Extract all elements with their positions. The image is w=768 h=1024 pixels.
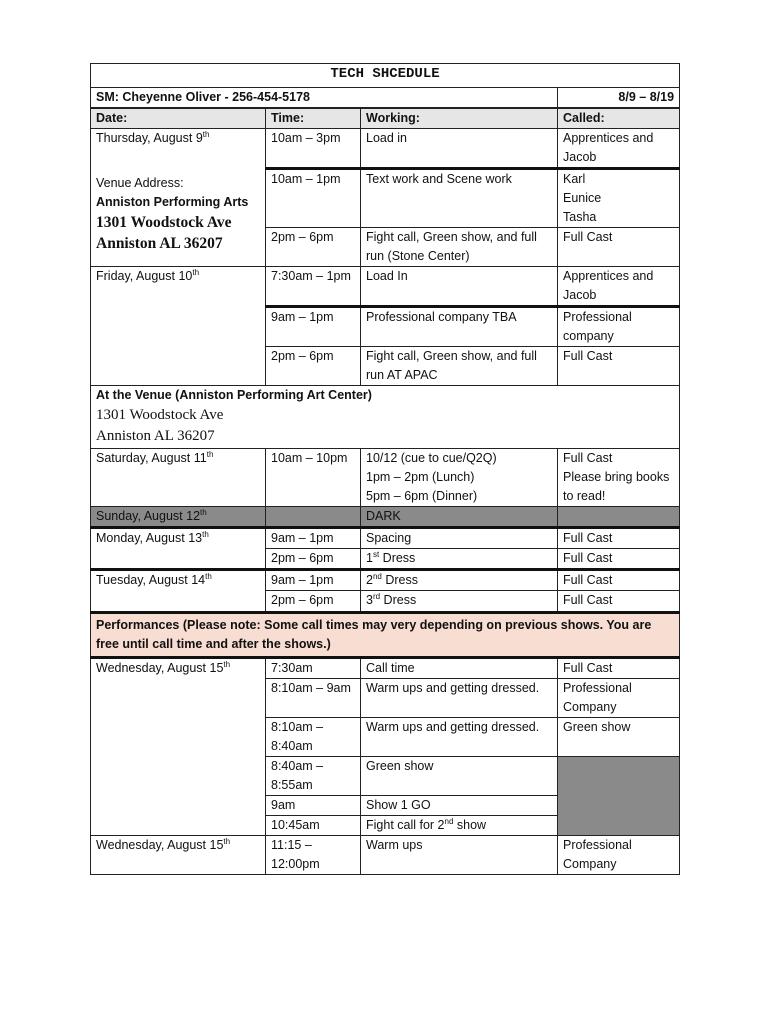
table-row: 9am Show 1 GO xyxy=(91,796,680,816)
venue-address-label: Venue Address: xyxy=(96,176,184,190)
table-row: Thursday, August 9th Venue Address: Anniston Performing Arts 1301 Woodstock Ave Anniston AL 36207 10am – 3pm Load in Apprentices and Jacob xyxy=(91,129,680,169)
stage-manager-contact: SM: Cheyenne Oliver - 256-454-5178 xyxy=(91,88,558,109)
table-row: 2pm – 6pm Fight call, Green show, and full run AT APAC Full Cast xyxy=(91,347,680,386)
schedule-table xyxy=(90,63,680,875)
table-row: 9am – 1pm Professional company TBA Professional company xyxy=(91,307,680,347)
table-row: Wednesday, August 15th 11:15 – 12:00pm Warm ups Professional Company xyxy=(91,836,680,875)
table-row: Monday, August 13th 9am – 1pm Spacing Full Cast xyxy=(91,528,680,549)
day-cell-tuesday: Tuesday, August 14th xyxy=(91,570,266,613)
day-cell-monday: Monday, August 13th xyxy=(91,528,266,570)
table-row: 10am – 1pm Text work and Scene work Karl Eunice Tasha xyxy=(91,169,680,228)
table-row: 8:10am – 8:40am Warm ups and getting dressed. Green show xyxy=(91,718,680,757)
venue-row xyxy=(91,386,680,449)
day-cell-friday: Friday, August 10th xyxy=(91,267,266,386)
table-row: 10:45am Fight call for 2nd show xyxy=(91,816,680,836)
table-row: Wednesday, August 15th 7:30am Call time Full Cast xyxy=(91,658,680,679)
day-cell-thursday: Thursday, August 9th Venue Address: Anniston Performing Arts 1301 Woodstock Ave Anniston AL 36207 xyxy=(91,129,266,267)
table-row: 2pm – 6pm 1st Dress Full Cast xyxy=(91,549,680,570)
day-cell-sunday: Sunday, August 12th xyxy=(91,507,266,528)
performances-note: Performances (Please note: Some call times may very depending on previous shows. You are free until call time and after the shows.) xyxy=(91,613,680,658)
table-row: 8:40am – 8:55am Green show xyxy=(91,757,680,796)
date-range: 8/9 – 8/19 xyxy=(558,88,680,109)
table-row: Tuesday, August 14th 9am – 1pm 2nd Dress Full Cast xyxy=(91,570,680,591)
day-cell-wednesday-2: Wednesday, August 15th xyxy=(91,836,266,875)
header-called: Called: xyxy=(558,108,680,129)
page-title: TECH SHCEDULE xyxy=(91,64,680,88)
table-row: Friday, August 10th 7:30am – 1pm Load In Apprentices and Jacob xyxy=(91,267,680,307)
tech-schedule-document xyxy=(90,63,679,875)
day-cell-wednesday: Wednesday, August 15th xyxy=(91,658,266,836)
venue-name: Anniston Performing Arts xyxy=(96,195,249,209)
performances-note-row xyxy=(91,613,680,658)
table-row: Saturday, August 11th 10am – 10pm 10/12 (cue to cue/Q2Q) 1pm – 2pm (Lunch) 5pm – 6pm (Dinner) Full Cast Please bring books to read! xyxy=(91,449,680,507)
venue-street: 1301 Woodstock Ave xyxy=(96,214,232,231)
header-row xyxy=(91,108,680,129)
at-venue-street: 1301 Woodstock Ave xyxy=(96,407,224,423)
table-row: 8:10am – 9am Warm ups and getting dressed. Professional Company xyxy=(91,679,680,718)
header-working: Working: xyxy=(361,108,558,129)
header-date: Date: xyxy=(91,108,266,129)
table-row: 2pm – 6pm 3rd Dress Full Cast xyxy=(91,591,680,613)
day-cell-saturday: Saturday, August 11th xyxy=(91,449,266,507)
header-time: Time: xyxy=(266,108,361,129)
at-venue-heading: At the Venue (Anniston Performing Art Center) xyxy=(96,388,372,402)
venue-city: Anniston AL 36207 xyxy=(96,235,223,252)
table-row: 2pm – 6pm Fight call, Green show, and full run (Stone Center) Full Cast xyxy=(91,228,680,267)
at-venue-city: Anniston AL 36207 xyxy=(96,428,215,444)
greyed-called-cell xyxy=(558,757,680,836)
table-row-dark: Sunday, August 12th DARK xyxy=(91,507,680,528)
